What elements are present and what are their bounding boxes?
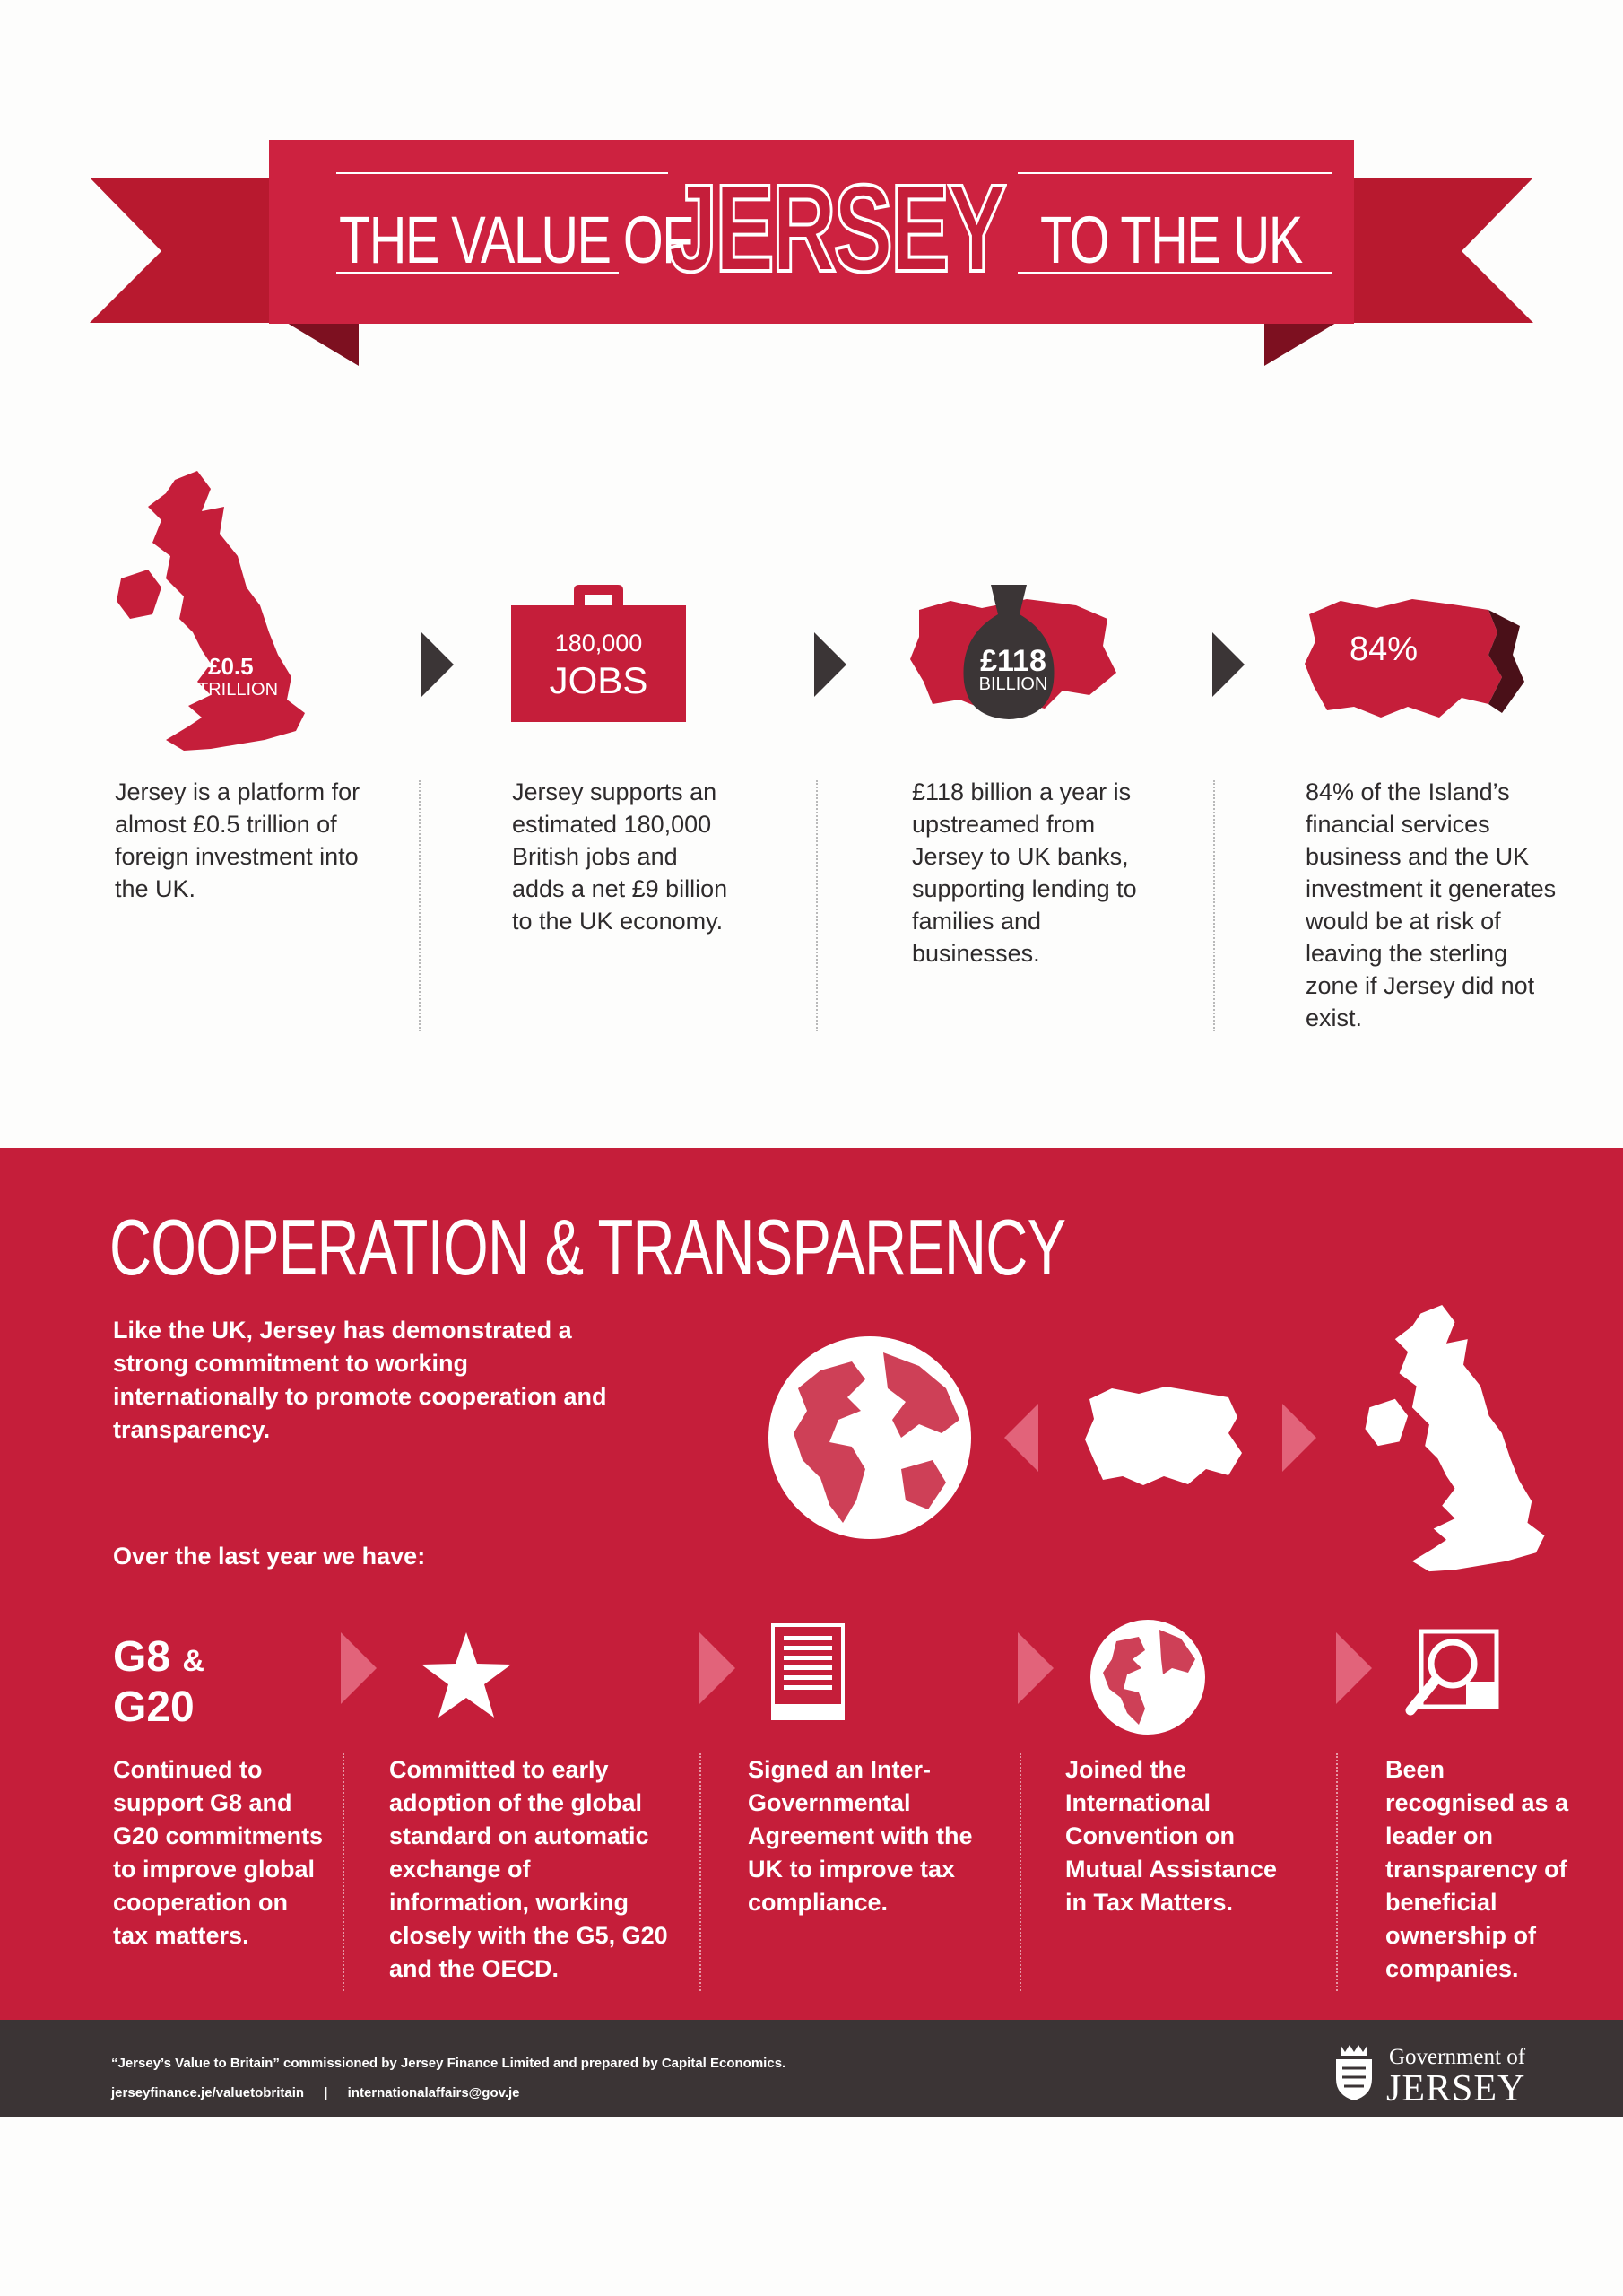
bag-value: £118 — [980, 644, 1046, 678]
arrow-a1-icon — [341, 1632, 377, 1704]
uk-map-icon — [112, 471, 309, 753]
stat-text-upstream: £118 billion a year is upstreamed from Jersey to UK banks, supporting lending to families and businesses. — [912, 778, 1137, 967]
achievement-text-exchange: Committed to early adoption of the global standard on automatic exchange of information, working closely with the G5, G20 and the OECD. — [389, 1756, 668, 1982]
g20-text: G20 — [113, 1683, 195, 1731]
arrow-a2-icon — [699, 1632, 735, 1704]
government-of-label: Government of — [1389, 2045, 1526, 2069]
divider — [699, 1753, 701, 1991]
section-intro: Like the UK, Jersey has demonstrated a strong commitment to working internationally to promote cooperation and transparency. — [113, 1317, 607, 1443]
divider — [1213, 780, 1215, 1031]
jobs-unit: JOBS — [549, 659, 648, 701]
achievement-text-transparency: Been recognised as a leader on transparency of beneficial ownership of companies. — [1385, 1756, 1569, 1982]
over-year-label: Over the last year we have: — [113, 1543, 426, 1570]
divider — [816, 780, 818, 1031]
title-rule-left-top — [336, 172, 668, 174]
arrow-right-icon — [1282, 1404, 1316, 1472]
arrow-a3-icon — [1018, 1632, 1054, 1704]
jersey-wordmark: JERSEY — [1386, 2068, 1526, 2109]
section-title: COOPERATION & TRANSPARENCY — [109, 1203, 1066, 1292]
arrow-1-icon — [421, 632, 454, 697]
title-main: JERSEY — [668, 159, 1004, 298]
uk-unit: TRILLION — [197, 680, 279, 700]
stat-text-investment: Jersey is a platform for almost £0.5 trillion of foreign investment into the UK. — [115, 778, 360, 902]
g8-text: G8 — [113, 1633, 171, 1681]
divider — [419, 780, 421, 1031]
footer-separator: | — [324, 2085, 328, 2100]
small-globe-icon — [1089, 1619, 1206, 1735]
g8-amp: & — [182, 1644, 204, 1678]
achievement-text-convention: Joined the International Convention on Mutual Assistance in Tax Matters. — [1065, 1756, 1278, 1916]
footer-link-valuetobritain[interactable]: jerseyfinance.je/valuetobritain — [111, 2085, 305, 2100]
jersey-crest-icon — [1332, 2043, 1376, 2101]
magnifier-icon — [1403, 1628, 1502, 1722]
title-prefix: THE VALUE OF — [339, 203, 692, 277]
divider — [1336, 1753, 1338, 1991]
title-suffix: TO THE UK — [1040, 203, 1302, 277]
stat-text-jobs: Jersey supports an estimated 180,000 British jobs and adds a net £9 billion to the UK economy. — [512, 778, 728, 935]
divider — [1020, 1753, 1021, 1991]
achievement-text-agreement: Signed an Inter-Governmental Agreement with the UK to improve tax compliance. — [748, 1756, 973, 1916]
document-icon — [771, 1623, 845, 1720]
divider — [343, 1753, 344, 1991]
arrow-3-icon — [1212, 632, 1245, 697]
arrow-left-icon — [1004, 1404, 1038, 1472]
arrow-a4-icon — [1336, 1632, 1372, 1704]
uk-value: £0.5 — [208, 653, 254, 680]
risk-value: 84% — [1350, 631, 1419, 668]
jobs-value: 180,000 — [554, 630, 643, 657]
star-icon — [421, 1632, 511, 1718]
globe-icon — [767, 1335, 973, 1541]
footer-link-email[interactable]: internationalaffairs@gov.je — [347, 2085, 520, 2100]
g8-g20-label — [113, 1634, 204, 1731]
bag-unit: BILLION — [978, 674, 1048, 694]
stat-text-risk: 84% of the Island’s financial services business and the UK investment it generates would be at risk of leaving the sterling zone if Jersey did not exist. — [1306, 778, 1557, 1031]
jersey-island-icon — [1085, 1381, 1242, 1489]
achievement-text-g8: Continued to support G8 and G20 commitments to improve global cooperation on tax matters. — [113, 1756, 324, 1949]
uk-outline-icon — [1358, 1305, 1551, 1574]
arrow-2-icon — [814, 632, 846, 697]
footer-source: “Jersey’s Value to Britain” commissioned by Jersey Finance Limited and prepared by Capital Economics. — [111, 2056, 786, 2071]
